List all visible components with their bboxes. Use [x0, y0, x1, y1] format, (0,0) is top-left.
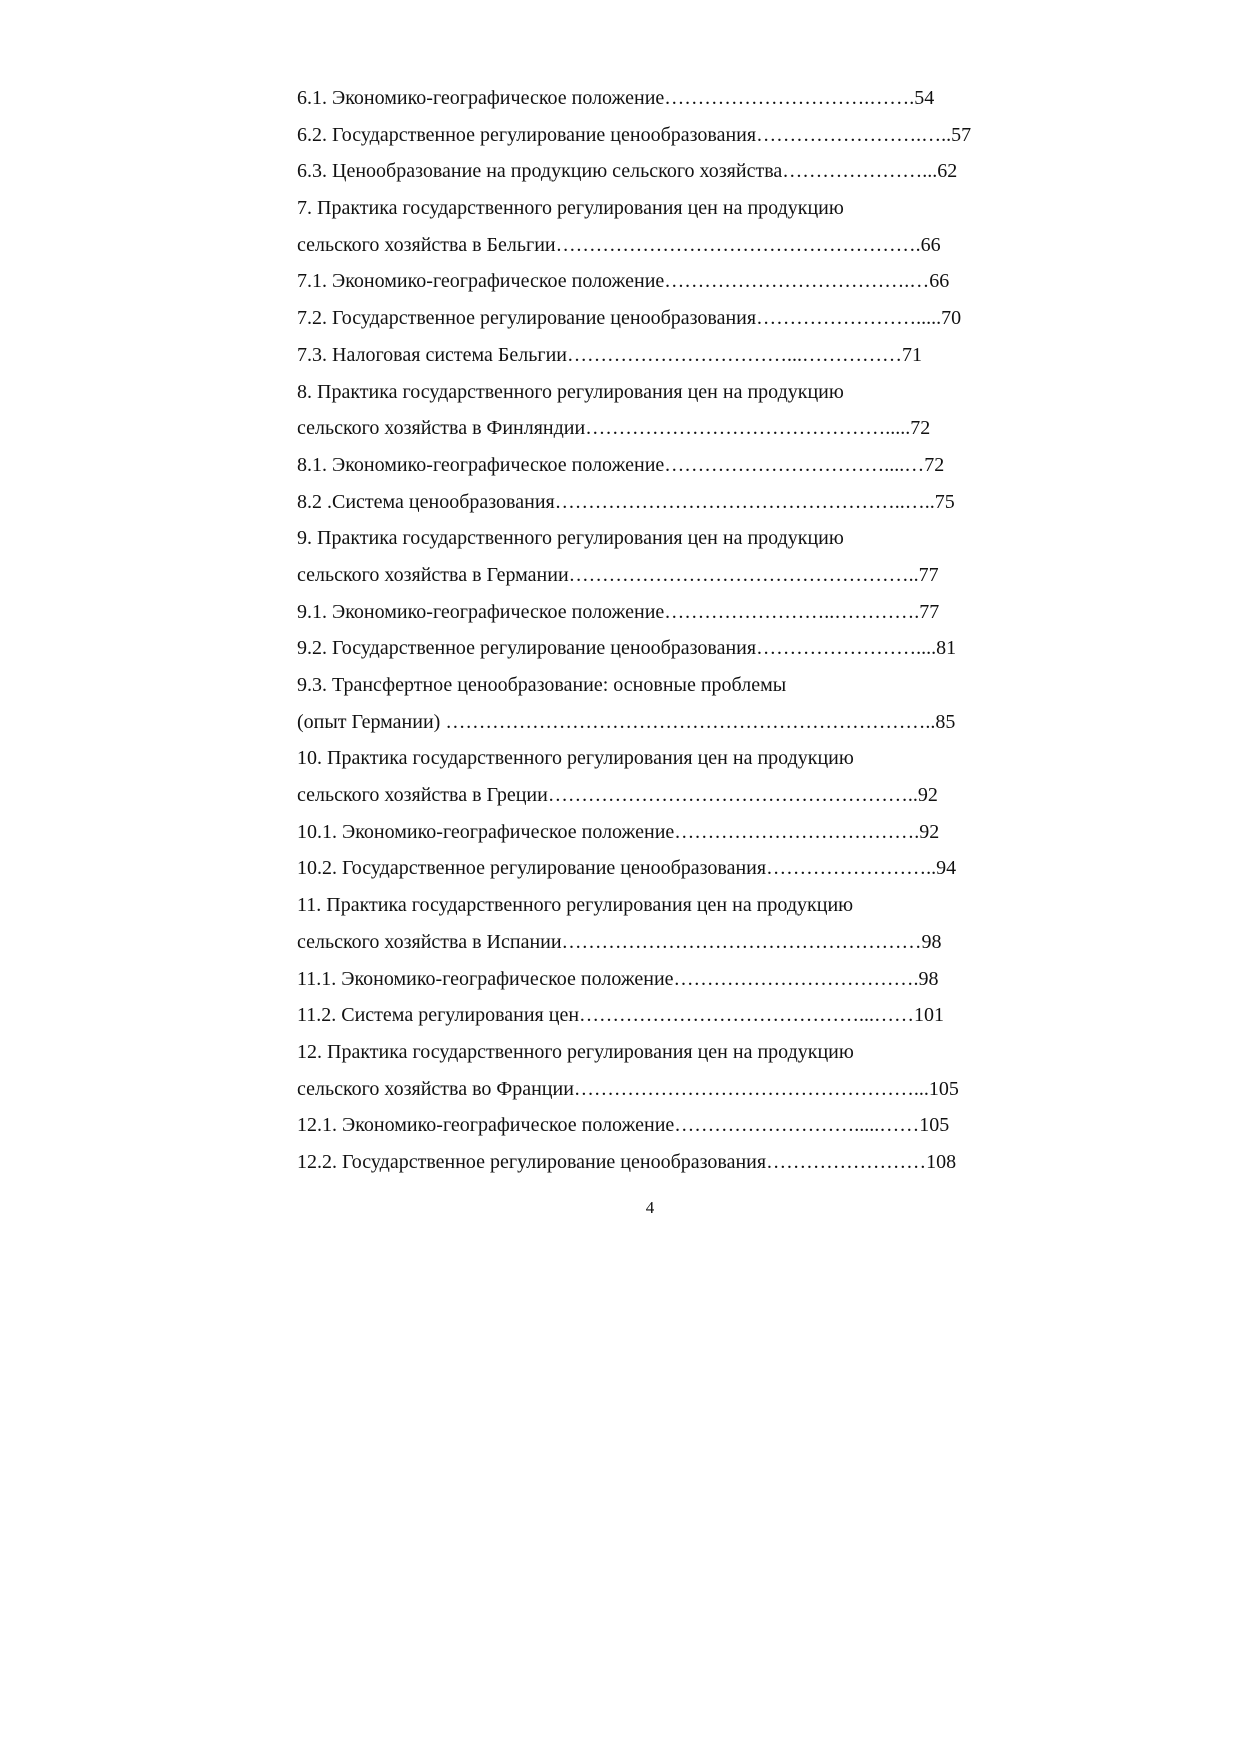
toc-line: 11.1. Экономико-географическое положение……………………………….98 [297, 967, 939, 990]
toc-line: сельского хозяйства в Финляндии……………………………………….....72 [297, 417, 931, 440]
toc-line: 8.1. Экономико-географическое положение……………………………....…72 [297, 453, 945, 476]
toc-line: 10. Практика государственного регулирования цен на продукцию [297, 747, 854, 770]
toc-line: 12. Практика государственного регулирования цен на продукцию [297, 1040, 854, 1063]
toc-line: (опыт Германии) ………………………………………………………………..85 [297, 710, 956, 733]
toc-line: 6.1. Экономико-географическое положение………………………….…….54 [297, 87, 935, 109]
toc-line: 10.1. Экономико-географическое положение……………………………….92 [297, 820, 940, 843]
table-of-contents [297, 80, 1017, 1181]
toc-line: 12.2. Государственное регулирование ценообразования……………………108 [297, 1150, 957, 1173]
toc-line: 8. Практика государственного регулирования цен на продукцию [297, 380, 844, 403]
page-number: 4 [645, 1198, 655, 1217]
toc-line: 9.3. Трансфертное ценообразование: основные проблемы [297, 674, 787, 696]
toc-line: 7.2. Государственное регулирование ценообразования…………………….....70 [297, 307, 962, 330]
toc-line: 7. Практика государственного регулирования цен на продукцию [297, 197, 844, 220]
toc-line: 8.2 .Система ценообразования……………………………………………..…..75 [297, 490, 955, 513]
toc-line: 9.2. Государственное регулирование ценообразования……………………....81 [297, 637, 957, 660]
toc-line: 9.1. Экономико-географическое положение……………………..………….77 [297, 600, 940, 623]
toc-line: сельского хозяйства в Германии……………………………………………..77 [297, 563, 939, 586]
toc-line: 10.2. Государственное регулирование ценообразования……………………..94 [297, 857, 957, 880]
toc-line: 6.3. Ценообразование на продукцию сельского хозяйства…………………...62 [297, 160, 958, 183]
toc-line: 11. Практика государственного регулирования цен на продукцию [297, 894, 854, 917]
toc-line: сельского хозяйства в Греции………………………………………………..92 [297, 784, 938, 807]
toc-line: 11.2. Система регулирования цен……………………………………...……101 [297, 1004, 945, 1027]
toc-line: 7.3. Налоговая система Бельгии……………………………...……………71 [297, 343, 922, 366]
toc-line: 7.1. Экономико-географическое положение……………………………….…66 [297, 270, 950, 293]
toc-line: сельского хозяйства в Бельгии……………………………………………….66 [297, 233, 941, 256]
toc-line: 6.2. Государственное регулирование ценообразования…………………….…..57 [297, 123, 972, 146]
toc-line: сельского хозяйства во Франции……………………………………………...105 [297, 1077, 959, 1100]
toc-line: сельского хозяйства в Испании………………………………………………98 [297, 930, 942, 953]
toc-line: 12.1. Экономико-географическое положение……………………….....……105 [297, 1114, 950, 1137]
toc-line: 9. Практика государственного регулирования цен на продукцию [297, 527, 844, 550]
